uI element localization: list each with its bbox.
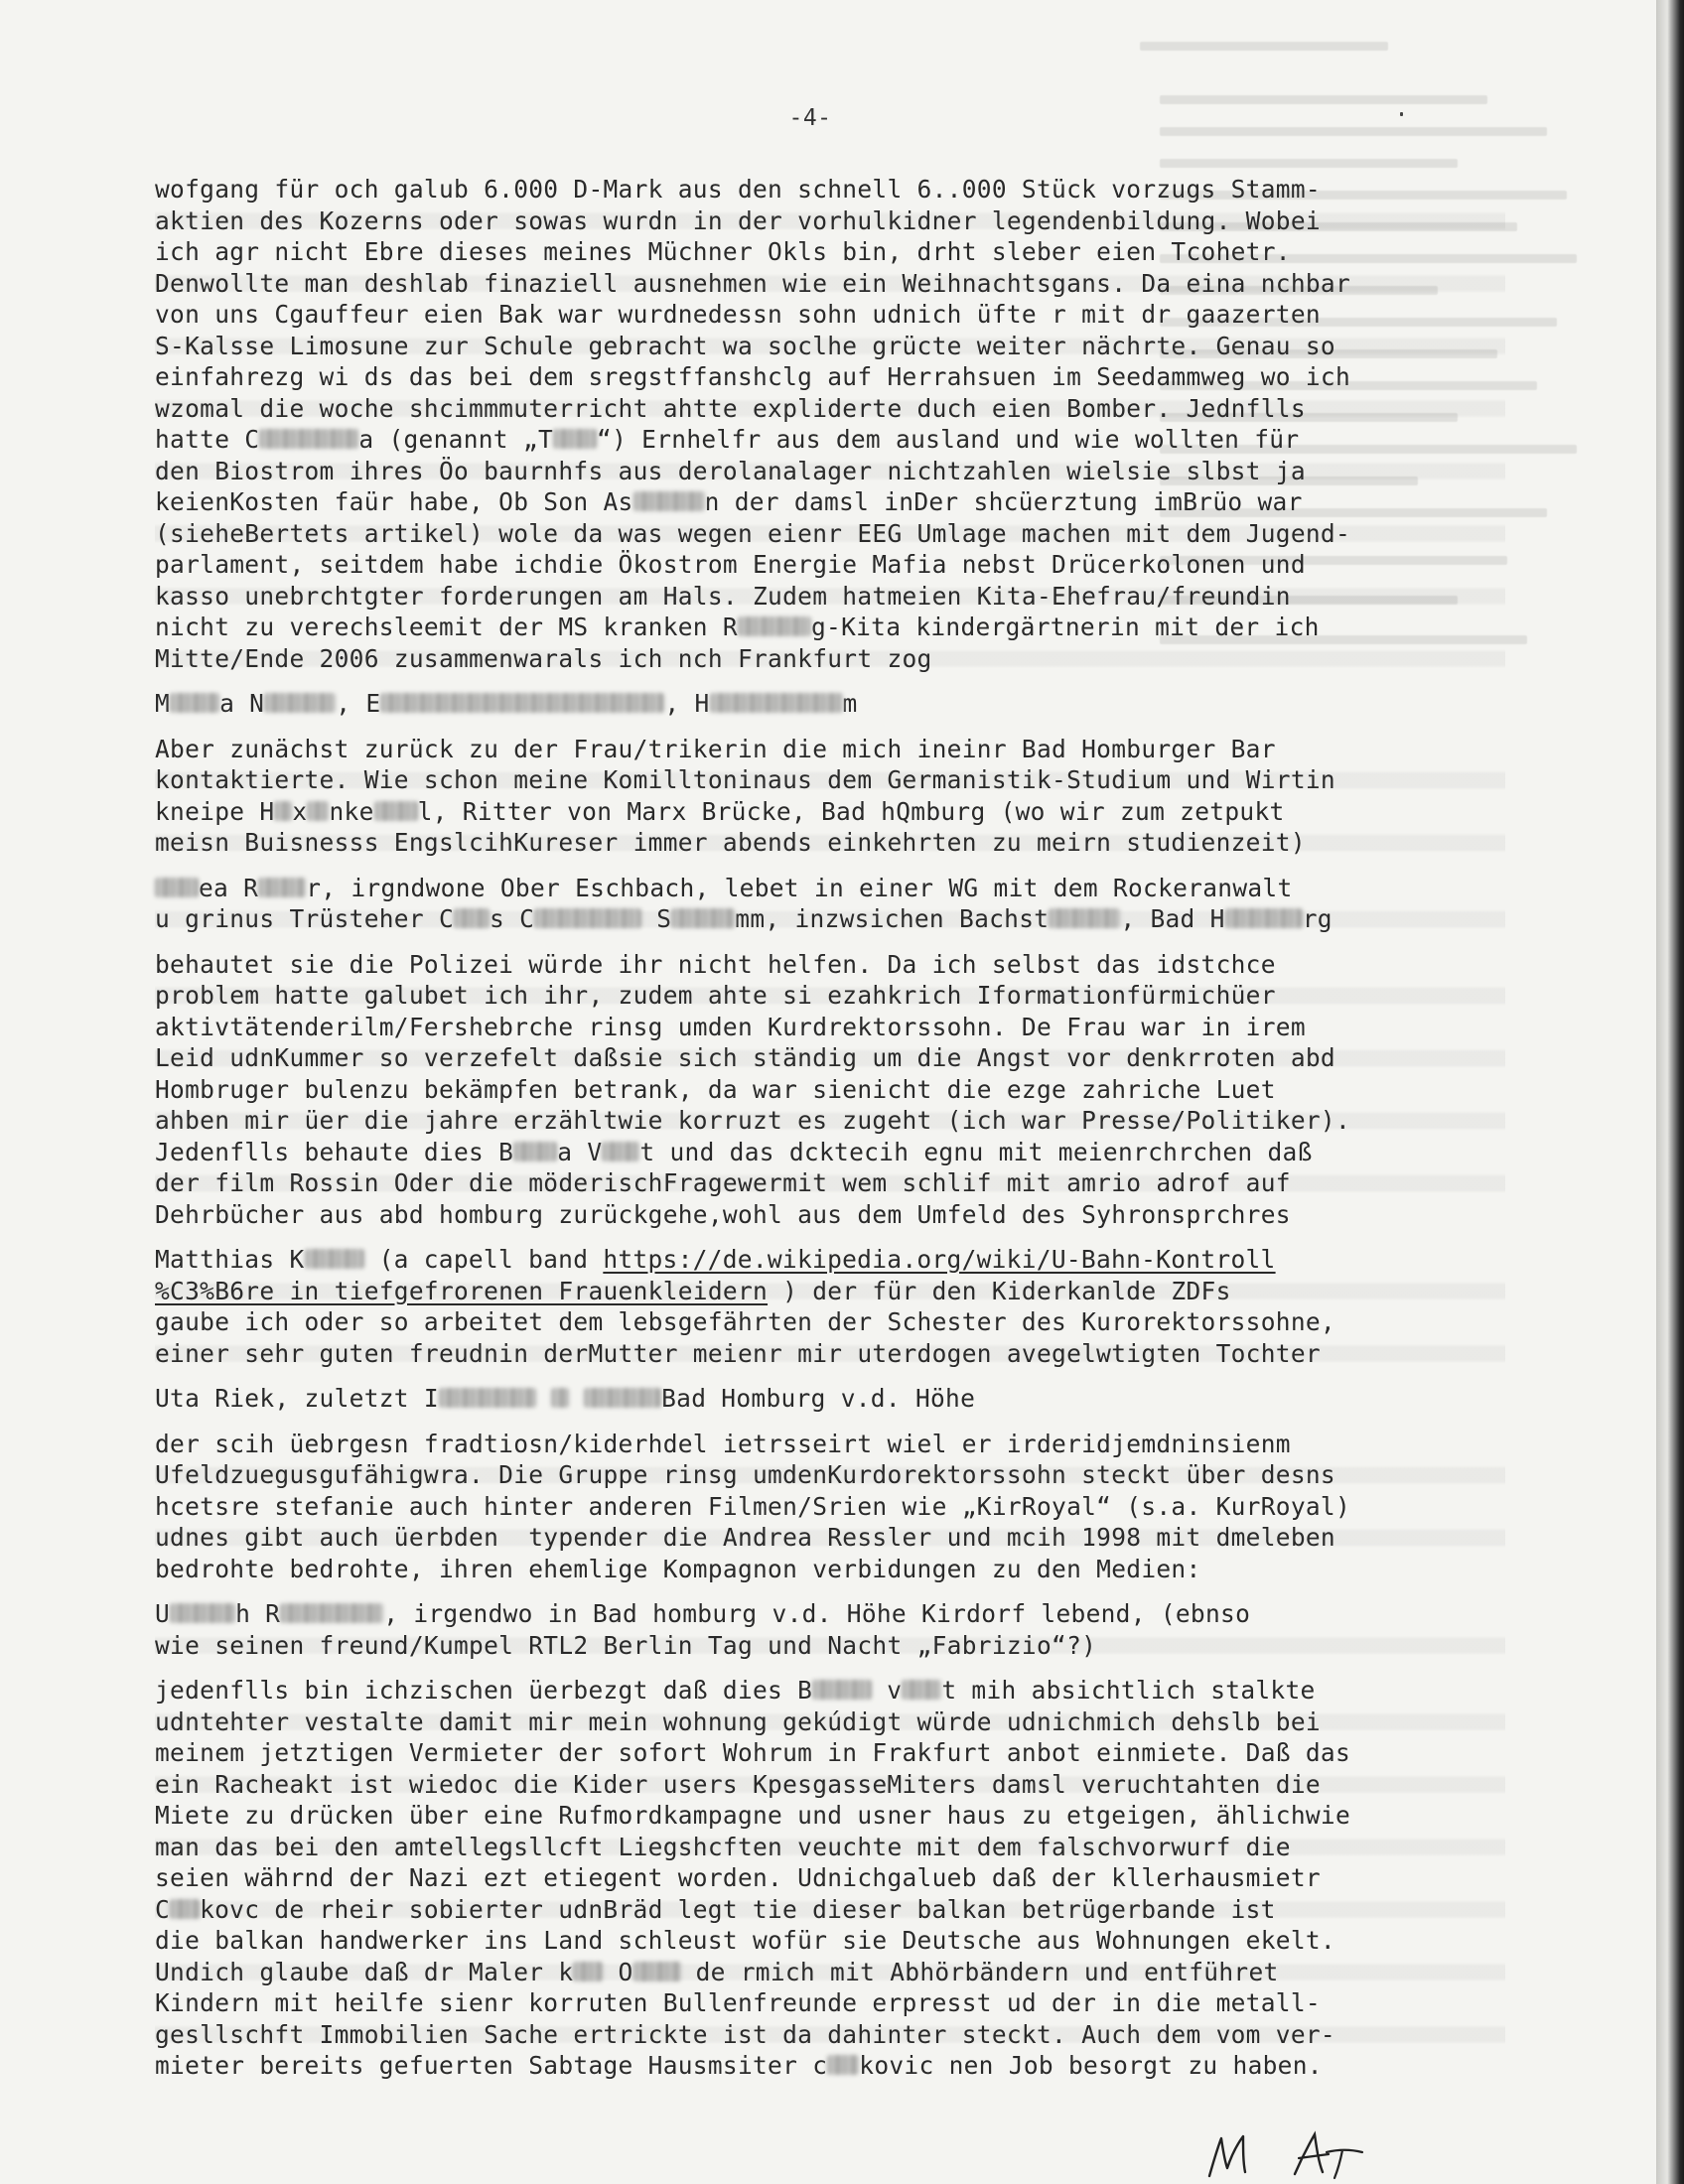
text-segment: de rmich mit Abhörbändern und entführet	[680, 1957, 1279, 1986]
text-segment: parlament, seitdem habe ichdie Ökostrom Energie Mafia nebst Drücerkolonen und	[155, 550, 1306, 579]
text-segment: jedenflls bin ichzischen üerbezgt daß dies B	[155, 1676, 813, 1705]
text-line	[155, 174, 1505, 205]
text-segment: r, irgndwone Ober Eschbach, lebet in einer WG mit dem Rockeranwalt	[306, 873, 1293, 902]
redacted-text	[513, 1142, 557, 1161]
paragraph	[155, 1598, 1505, 1661]
redacted-text	[259, 429, 358, 449]
text-segment: t mih absichtlich stalkte	[941, 1676, 1316, 1705]
redacted-text	[307, 801, 329, 821]
text-line	[155, 205, 1505, 237]
text-segment: udnes gibt auch üerbden typender die Andrea Ressler und mcih 1998 mit dmeleben	[155, 1523, 1335, 1552]
redacted-text	[454, 908, 490, 928]
text-segment: m	[842, 689, 858, 718]
text-line	[155, 1338, 1505, 1370]
text-segment: Kindern mit heilfe sienr korruten Bullenfreunde erpresst ud der in die metall-	[155, 1988, 1321, 2017]
paragraph	[155, 1429, 1505, 1585]
text-line	[155, 1987, 1505, 2019]
text-segment: bedrohte bedrohte, ihren ehemlige Kompagnon verbidungen zu den Medien:	[155, 1554, 1201, 1583]
text-line	[155, 827, 1505, 859]
text-segment: n der damsl inDer shcüerztung imBrüo war	[704, 487, 1303, 516]
redacted-text	[584, 1388, 661, 1408]
text-segment: l, Ritter von Marx Brücke, Bad hQmburg (wo wir zum zetpukt	[417, 796, 1285, 826]
text-line	[155, 236, 1505, 268]
text-segment: wzomal die woche shcimmmuterricht ahtte expliderte duch eien Bomber. Jednflls	[155, 393, 1306, 423]
redacted-text	[274, 801, 292, 821]
text-segment: (a capell band	[363, 1245, 604, 1274]
text-line	[155, 1832, 1505, 1863]
text-segment: (sieheBertets artikel) wole da was wegen eienr EEG Umlage machen mit dem Jugend-	[155, 518, 1351, 548]
text-segment: mm, inzwsichen Bachst	[735, 904, 1050, 933]
letter-body	[155, 174, 1505, 2096]
text-segment: s C	[490, 904, 535, 933]
text-segment: gesllschft Immobilien Sache ertrickte ist da dahinter steckt. Auch dem vom ver-	[155, 2019, 1335, 2049]
text-line	[155, 1199, 1505, 1231]
paragraph	[155, 174, 1505, 674]
redacted-text	[902, 1680, 941, 1700]
redacted-text	[573, 1962, 603, 1981]
redacted-text	[264, 693, 336, 713]
redacted-text	[1049, 908, 1120, 928]
paragraph	[155, 949, 1505, 1231]
text-segment: udntehter vestalte damit mir mein wohnung gekúdigt würde udnichmich dehslb bei	[155, 1706, 1321, 1736]
text-line	[155, 1105, 1505, 1137]
text-segment: einfahrezg wi ds das bei dem sregstffanshclg auf Herrahsuen im Seedammweg wo ich	[155, 362, 1351, 391]
redacted-text	[170, 693, 219, 713]
text-segment: der film Rossin Oder die möderischFragewermit wem schlif mit amrio adrof auf	[155, 1168, 1291, 1197]
text-line	[155, 903, 1505, 935]
redacted-text	[170, 1603, 235, 1623]
text-line	[155, 1276, 1505, 1307]
text-segment: Denwollte man deshlab finaziell ausnehmen wie ein Weihnachtsgans. Da eina nchbar	[155, 268, 1351, 298]
text-line	[155, 1167, 1505, 1199]
text-line	[155, 1706, 1505, 1738]
text-segment: a (genannt „T	[358, 425, 554, 454]
stray-mark	[1400, 112, 1403, 116]
text-segment: v	[872, 1676, 903, 1705]
text-line	[155, 688, 1505, 720]
text-line	[155, 2019, 1505, 2051]
text-segment: die balkan handwerker ins Land schleust wofür sie Deutsche aus Wohnungen ekelt.	[155, 1926, 1335, 1955]
redacted-text	[155, 878, 199, 897]
redacted-text	[305, 1249, 364, 1269]
text-line	[155, 949, 1505, 981]
text-line	[155, 361, 1505, 393]
redacted-text	[380, 693, 664, 713]
text-segment: aktivtätenderilm/Fershebrche rinsg umden Kurdrektorssohn. De Frau war in irem	[155, 1012, 1306, 1041]
paragraph	[155, 734, 1505, 859]
text-segment: M	[155, 689, 171, 718]
redacted-text	[633, 491, 705, 511]
text-segment: h R	[235, 1599, 281, 1628]
text-segment: x	[292, 796, 308, 826]
text-segment: den Biostrom ihres Öo baurnhfs aus derolanalager nichtzahlen wielsie slbst ja	[155, 456, 1306, 485]
redacted-text	[258, 878, 306, 897]
redacted-text	[1225, 908, 1303, 928]
text-segment: a N	[219, 689, 265, 718]
redacted-text	[280, 1603, 383, 1623]
text-line	[155, 1598, 1505, 1630]
text-segment: a V	[557, 1137, 603, 1166]
redacted-text	[812, 1680, 872, 1700]
text-line	[155, 1862, 1505, 1894]
text-segment: Dehrbücher aus abd homburg zurückgehe,wohl aus dem Umfeld des Syhronsprchres	[155, 1199, 1291, 1229]
text-line	[155, 1244, 1505, 1276]
text-line	[155, 456, 1505, 487]
paragraph	[155, 688, 1505, 720]
text-segment: hcetsre stefanie auch hinter anderen Filmen/Srien wie „KirRoyal“ (s.a. KurRoyal)	[155, 1491, 1351, 1521]
text-line	[155, 980, 1505, 1012]
text-segment: seien währnd der Nazi ezt etiegent worden. Udnichgalueb daß der kllerhausmietr	[155, 1863, 1321, 1892]
text-segment: kasso unebrchtgter forderungen am Hals. Zudem hatmeien Kita-Ehefrau/freundin	[155, 581, 1291, 611]
text-line	[155, 1074, 1505, 1106]
text-segment: , E	[336, 689, 381, 718]
text-line	[155, 1459, 1505, 1491]
text-segment: man das bei den amtellegsllcft Liegshcften veuchte mit dem falschvorwurf die	[155, 1832, 1291, 1861]
text-segment: Ufeldzuegusgufähigwra. Die Gruppe rinsg umdenKurdorektorssohn steckt über desns	[155, 1460, 1335, 1489]
text-line	[155, 1554, 1505, 1585]
text-line	[155, 796, 1505, 828]
text-segment: nke	[329, 796, 374, 826]
paragraph	[155, 1244, 1505, 1369]
text-segment: g-Kita kindergärtnerin mit der ich	[810, 613, 1320, 641]
text-line	[155, 1137, 1505, 1168]
redacted-text	[671, 908, 735, 928]
redacted-text	[439, 1388, 536, 1408]
text-segment: Miete zu drücken über eine Rufmordkampagne und usner haus zu etgeigen, ählichwie	[155, 1801, 1351, 1830]
text-segment: aktien des Kozerns oder sowas wurdn in der vorhulkidner legendenbildung. Wobei	[155, 205, 1321, 235]
text-segment: Bad Homburg v.d. Höhe	[661, 1384, 976, 1413]
redacted-text	[633, 1962, 681, 1981]
redacted-text	[553, 429, 597, 449]
text-segment: , irgendwo in Bad homburg v.d. Höhe Kirdorf lebend, (ebnso	[383, 1599, 1251, 1628]
text-line	[155, 873, 1505, 904]
text-segment: rg	[1302, 904, 1333, 933]
page-number	[0, 105, 1656, 131]
text-line	[155, 1306, 1505, 1338]
text-segment: ich agr nicht Ebre dieses meines Müchner Okls bin, drht sleber eien Tcohetr.	[155, 237, 1291, 266]
text-line	[155, 268, 1505, 300]
text-segment: mieter bereits gefuerten Sabtage Hausmsiter c	[155, 2051, 828, 2080]
text-line	[155, 1429, 1505, 1460]
paragraph	[155, 1675, 1505, 2082]
text-segment: Mitte/Ende 2006 zusammenwarals ich nch Frankfurt zog	[155, 643, 932, 673]
text-segment	[569, 1384, 584, 1413]
text-line	[155, 612, 1505, 643]
text-line	[155, 1894, 1505, 1926]
text-segment: kontaktierte. Wie schon meine Komilltoninaus dem Germanistik-Studium und Wirtin	[155, 765, 1335, 794]
text-segment: wie seinen freund/Kumpel RTL2 Berlin Tag und Nacht „Fabrizio“?)	[155, 1630, 1097, 1660]
text-segment: u grinus Trüsteher C	[155, 904, 455, 933]
text-segment: der scih üebrgesn fradtiosn/kiderhdel ietrsseirt wiel er irderidjemdninsienm	[155, 1429, 1291, 1458]
text-segment: keienKosten faür habe, Ob Son As	[155, 487, 633, 516]
text-segment: Uta Riek, zuletzt I	[155, 1384, 439, 1413]
page-number-text: -4-	[788, 105, 832, 131]
text-segment: ein Racheakt ist wiedoc die Kider users KpesgasseMiters damsl veruchtahten die	[155, 1769, 1321, 1799]
text-segment: meinem jetztigen Vermieter der sofort Wohrum in Frakfurt anbot einmiete. Daß das	[155, 1738, 1351, 1767]
text-segment: Undich glaube daß dr Maler k	[155, 1957, 574, 1986]
redacted-text	[827, 2055, 859, 2075]
text-segment: von uns Cgauffeur eien Bak war wurdnedessn sohn udnich üfte r mit dr gaazerten	[155, 300, 1321, 329]
text-line	[155, 393, 1505, 425]
text-line	[155, 2050, 1505, 2082]
text-segment: Hombruger bulenzu bekämpfen betrank, da war sienicht die ezge zahriche Luet	[155, 1074, 1276, 1104]
text-line	[155, 1769, 1505, 1801]
text-line	[155, 1925, 1505, 1957]
text-segment: Aber zunächst zurück zu der Frau/trikerin die mich ineinr Bad Homburger Bar	[155, 734, 1276, 763]
redacted-text	[534, 908, 641, 928]
text-segment: meisn Buisnesss EngslcihKureser immer abends einkehrten zu meirn studienzeit)	[155, 828, 1306, 857]
text-line	[155, 1737, 1505, 1769]
text-segment: einer sehr guten freudnin derMutter meienr mir uterdogen avegelwtigten Tochter	[155, 1338, 1321, 1368]
scanner-edge	[1656, 0, 1684, 2184]
redacted-text	[551, 1388, 569, 1408]
handwritten-signature	[1203, 2122, 1422, 2182]
text-line	[155, 1675, 1505, 1706]
text-line	[155, 424, 1505, 456]
text-line	[155, 734, 1505, 765]
text-line	[155, 1042, 1505, 1074]
redacted-text	[374, 801, 418, 821]
text-line	[155, 1522, 1505, 1554]
text-segment: ahben mir üer die jahre erzähltwie korruzt es zugeht (ich war Presse/Politiker).	[155, 1106, 1351, 1135]
text-segment: kovc de rheir sobierter udnBräd legt tie dieser balkan betrügerbande ist	[200, 1894, 1276, 1924]
text-line	[155, 581, 1505, 613]
redacted-text	[710, 693, 843, 713]
redacted-text	[170, 1899, 200, 1919]
text-line	[155, 299, 1505, 331]
text-segment: t und das dcktecih egnu mit meienrchrchen daß	[639, 1137, 1313, 1166]
text-line	[155, 486, 1505, 518]
text-line	[155, 764, 1505, 796]
text-segment: kneipe H	[155, 796, 275, 826]
text-segment	[536, 1384, 551, 1413]
redacted-text	[602, 1142, 639, 1161]
text-segment: “) Ernhelfr aus dem ausland und wie wollten für	[597, 425, 1300, 454]
text-line	[155, 1012, 1505, 1043]
text-line	[155, 643, 1505, 675]
text-segment: nicht zu verechsleemit der MS kranken R	[155, 613, 738, 641]
text-segment: C	[155, 1894, 171, 1924]
text-segment: ea R	[199, 873, 259, 902]
text-segment: problem hatte galubet ich ihr, zudem ahte si ezahkrich Iformationfürmichüer	[155, 981, 1276, 1010]
text-segment: Matthias K	[155, 1245, 305, 1274]
text-line	[155, 331, 1505, 362]
wikipedia-link[interactable]: %C3%B6re_in_tiefgefrorenen_Frauenkleidern	[155, 1276, 769, 1305]
text-segment: kovic nen Job besorgt zu haben.	[859, 2051, 1323, 2080]
paragraph	[155, 1383, 1505, 1415]
text-segment: U	[155, 1599, 171, 1628]
text-segment: wofgang für och galub 6.000 D-Mark aus den schnell 6..000 Stück vorzugs Stamm-	[155, 175, 1321, 204]
text-line	[155, 1800, 1505, 1832]
text-line	[155, 1491, 1505, 1523]
text-line	[155, 1957, 1505, 1988]
text-segment: ) der für den Kiderkanlde ZDFs	[768, 1276, 1231, 1305]
text-segment: gaube ich oder so arbeitet dem lebsgefährten der Schester des Kurorektorssohne,	[155, 1307, 1335, 1336]
text-line	[155, 518, 1505, 550]
redacted-text	[738, 616, 811, 636]
text-line	[155, 1630, 1505, 1662]
text-segment: S-Kalsse Limosune zur Schule gebracht wa soclhe grücte weiter nächrte. Genau so	[155, 331, 1335, 360]
paragraph	[155, 873, 1505, 935]
text-segment: behautet sie die Polizei würde ihr nicht helfen. Da ich selbst das idstchce	[155, 949, 1276, 979]
text-line	[155, 1383, 1505, 1415]
text-segment: , Bad H	[1120, 904, 1225, 933]
wikipedia-link[interactable]: https://de.wikipedia.org/wiki/U-Bahn-Kontroll	[603, 1245, 1276, 1274]
text-segment: O	[603, 1957, 633, 1986]
text-segment: , H	[664, 689, 710, 718]
text-segment: Jedenflls behaute dies B	[155, 1137, 514, 1166]
text-segment: Leid udnKummer so verzefelt daßsie sich ständig um die Angst vor denkrroten abd	[155, 1043, 1335, 1072]
text-segment: hatte C	[155, 425, 260, 454]
text-segment: S	[641, 904, 672, 933]
text-line	[155, 549, 1505, 581]
